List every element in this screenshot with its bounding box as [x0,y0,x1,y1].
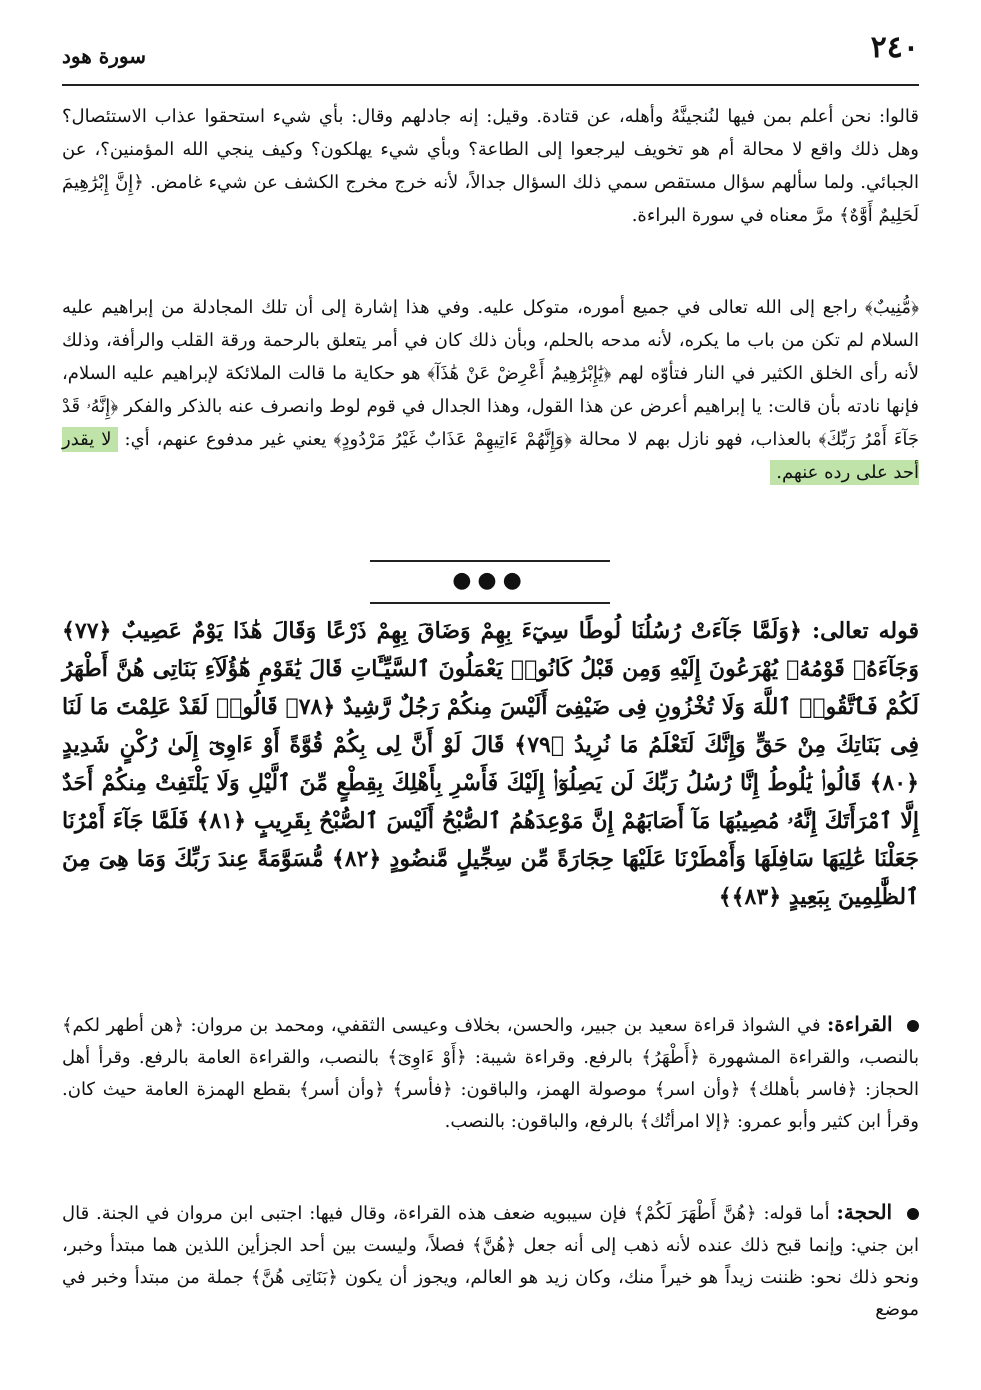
commentary-text-2 [62,291,919,489]
commentary-paragraph-2 [62,291,919,489]
surah-title: سورة هود [62,44,146,68]
page-header [62,22,919,86]
divider-line-top [370,560,610,562]
reading-heading: القراءة: [826,1012,893,1036]
proof-text: أما قوله: ﴿هُنَّ أَطْهَرَ لَكُمْ﴾ فإن سيبويه ضعف هذه القراءة، وقال فيها: اجتبى ابن مروان في الجنة. قال ابن جني: وإنما قبح ذلك عنده لأنه ذهب إلى أنه جعل ﴿هُنَّ﴾ فصلاً، وليست بين أحد الجزأين اللذين هما مبتدأ وخبر، ونحو ذلك نحو: ظننت زيداً هو خيراً منك، وكان زيد هو العالم، ويجوز أن يكون ﴿بَنَاتِى هُنَّ﴾ جملة من مبتدأ وخبر في موضع [62,1203,920,1320]
reading-section [62,1008,919,1138]
page-number: ٢٤٠ [870,30,919,65]
commentary-main-text: ﴿مُّنِيبٌ﴾ راجع إلى الله تعالى في جميع أموره، متوكل عليه. وفي هذا إشارة إلى أن تلك المجادلة من إبراهيم عليه السلام لم تكن من باب ما يكره، لأنه مدحه بالحلم، وبأن ذلك كان في أمر يتعلق بالرحمة ورقة القلب والرأفة، وذلك لأنه رأى الخلق الكثير في النار فتأوّه لهم ﴿يَٰإِبْرَٰهِيمُ أَعْرِضْ عَنْ هَٰذَآ﴾ هو حكاية ما قالت الملائكة لإبراهيم عليه السلام، فإنها نادته بأن قالت: يا إبراهيم أعرض عن هذا القول، وهذا الجدال في قوم لوط وانصرف عنه بالذكر والفكر ﴿إِنَّهُۥ قَدْ جَآءَ أَمْرُ رَبِّكَ﴾ بالعذاب، فهو نازل بهم لا محالة ﴿وَإِنَّهُمْ ءَاتِيهِمْ عَذَابٌ غَيْرُ مَرْدُودٍ﴾ يعني غير مدفوع عنهم، أي: [62,297,919,450]
bullet-icon [907,1208,919,1220]
verse-label: قوله تعالى: [811,618,919,644]
highlighted-text[interactable]: لا يقدر أحد على رده عنهم. [62,429,919,483]
commentary-paragraph-1 [62,100,919,232]
proof-section [62,1196,919,1326]
verse-text: ﴿وَلَمَّا جَآءَتْ رُسُلُنَا لُوطًا سِيٓءَ بِهِمْ وَضَاقَ بِهِمْ ذَرْعًا وَقَالَ هَٰذَا يَوْمٌ عَصِيبٌ ﴿٧٧﴾ وَجَآءَهُۥ قَوْمُهُۥ يُهْرَعُونَ إِلَيْهِ وَمِن قَبْلُ كَانُوا۟ يَعْمَلُونَ ٱلسَّيِّـَٔاتِ قَالَ يَٰقَوْمِ هَٰٓؤُلَآءِ بَنَاتِى هُنَّ أَطْهَرُ لَكُمْ فَٱتَّقُوا۟ ٱللَّهَ وَلَا تُخْزُونِ فِى ضَيْفِىٓ أَلَيْسَ مِنكُمْ رَجُلٌ رَّشِيدٌ ﴿٧٨﴾ قَالُوا۟ لَقَدْ عَلِمْتَ مَا لَنَا فِى بَنَاتِكَ مِنْ حَقٍّ وَإِنَّكَ لَتَعْلَمُ مَا نُرِيدُ ﴿٧٩﴾ قَالَ لَوْ أَنَّ لِى بِكُمْ قُوَّةً أَوْ ءَاوِىٓ إِلَىٰ رُكْنٍ شَدِيدٍ ﴿٨٠﴾ قَالُوا۟ يَٰلُوطُ إِنَّا رُسُلُ رَبِّكَ لَن يَصِلُوٓا۟ إِلَيْكَ فَأَسْرِ بِأَهْلِكَ بِقِطْعٍ مِّنَ ٱلَّيْلِ وَلَا يَلْتَفِتْ مِنكُمْ أَحَدٌ إِلَّا ٱمْرَأَتَكَ إِنَّهُۥ مُصِيبُهَا مَآ أَصَابَهُمْ إِنَّ مَوْعِدَهُمُ ٱلصُّبْحُ أَلَيْسَ ٱلصُّبْحُ بِقَرِيبٍ ﴿٨١﴾ فَلَمَّا جَآءَ أَمْرُنَا جَعَلْنَا عَٰلِيَهَا سَافِلَهَا وَأَمْطَرْنَا عَلَيْهَا حِجَارَةً مِّن سِجِّيلٍ مَّنضُودٍ ﴿٨٢﴾ مُّسَوَّمَةً عِندَ رَبِّكَ وَمَا هِىَ مِنَ ٱلظَّٰلِمِينَ بِبَعِيدٍ ﴿٨٣﴾﴾ [62,618,920,910]
reading-text: في الشواذ قراءة سعيد بن جبير، والحسن، بخلاف وعيسى الثقفي، ومحمد بن مروان: ﴿هن أطهر لكم﴾ بالنصب، والقراءة المشهورة ﴿أَطْهَرُ﴾ بالرفع. وقراءة شيبة: ﴿أَوْ ءَاوِىٓ﴾ بالنصب، والقراءة العامة بالرفع. وقرأ أهل الحجاز: ﴿فاسر بأهلك﴾ ﴿وأن اسر﴾ موصولة الهمز، والباقون: ﴿فأسر﴾ ﴿وأن أسر﴾ بقطع الهمزة العامة حيث كان. وقرأ ابن كثير وأبو عمرو: ﴿إلا امرأتُك﴾ بالرفع، والباقون: بالنصب. [62,1015,919,1132]
divider-line-bottom [370,602,610,604]
commentary-text: قالوا: نحن أعلم بمن فيها لنُنجينَّهُ وأهله، عن قتادة. وقيل: إنه جادلهم وقال: بأي شيء استحقوا عذاب الاستئصال؟ وهل ذلك واقع لا محالة أم هو تخويف ليرجعوا إلى الطاعة؟ وبأي شيء يهلكون؟ وكيف ينجي الله المؤمنين؟، عن الجبائي. ولما سألهم سؤال مستقص سمي ذلك السؤال جدالاً، لأنه خرج مخرج الكشف عن شيء غامض. ﴿إِنَّ إِبْرَٰهِيمَ لَحَلِيمٌ أَوَّٰهٌ﴾ مرَّ معناه في سورة البراءة. [62,106,919,226]
quran-verse-block [62,612,919,916]
proof-heading: الحجة: [836,1200,893,1224]
section-divider [370,560,610,604]
bullet-icon [907,1020,919,1032]
divider-dots: ●●● [452,568,528,593]
